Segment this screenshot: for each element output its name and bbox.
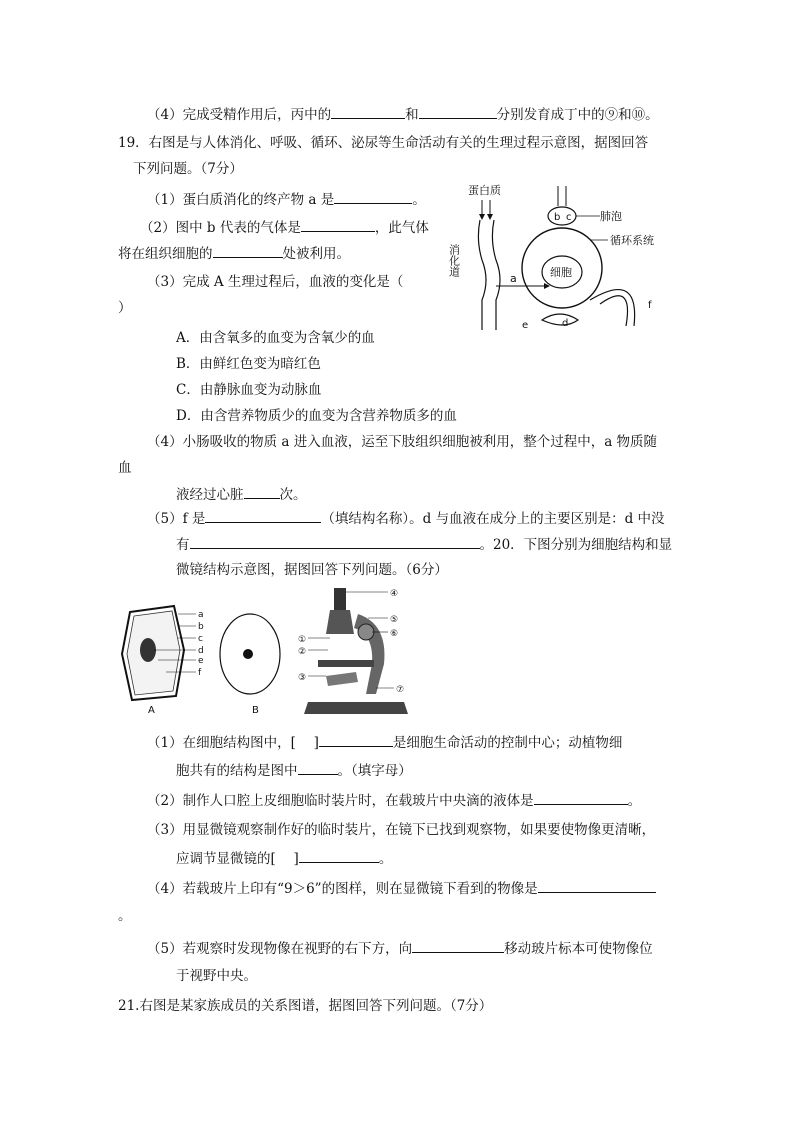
- q20-part1: [147, 732, 622, 753]
- q19-part4-line2: 血: [118, 460, 132, 476]
- q19-p5-text: 有: [176, 537, 190, 553]
- label-alveolus: 肺泡: [600, 210, 622, 223]
- q19-part4-line1: （4）小肠吸收的物质 a 进入血液，运至下肢组织细胞被利用，整个过程中，a 物质随: [147, 434, 658, 450]
- label-protein: 蛋白质: [468, 184, 501, 197]
- label-e: e: [522, 320, 529, 331]
- q20-part4: [147, 878, 656, 899]
- answer-blank[interactable]: [534, 790, 628, 805]
- q20-part5-line2: 于视野中央。: [176, 968, 257, 984]
- answer-blank[interactable]: [334, 189, 412, 204]
- q21-stem: 21.右图是某家族成员的关系图谱，据图回答下列问题。（7分）: [118, 998, 493, 1014]
- q20-p1-text: 是细胞生命活动的控制中心；动植物细: [392, 735, 623, 751]
- q20-stem: 微镜结构示意图，据图回答下列问题。（6分）: [176, 562, 448, 578]
- q19-stem-line2: 下列问题。（7分）: [133, 161, 243, 177]
- q19-p2-text: （2）图中 b 代表的气体是: [140, 220, 301, 236]
- label-f: f: [198, 668, 202, 678]
- answer-blank[interactable]: [190, 534, 480, 549]
- q19-part2-line2: [118, 243, 350, 264]
- q19-p2-text: 将在组织细胞的: [118, 246, 213, 262]
- q20-p3-text: 应调节显微镜的[ ]: [176, 851, 299, 867]
- label-b: b: [198, 622, 204, 632]
- answer-blank[interactable]: [538, 878, 656, 893]
- label-a: a: [198, 610, 204, 620]
- label-f: f: [648, 300, 652, 311]
- label-circulation: 循环系统: [610, 234, 654, 247]
- physiology-diagram: [447, 180, 670, 331]
- q19-option-a[interactable]: A．由含氧多的血变为含氧少的血: [176, 330, 375, 346]
- q19-p4-text: 次。: [279, 487, 307, 503]
- cell-structure-diagram: [118, 600, 288, 718]
- q19-option-d[interactable]: D．由含营养物质少的血变为含营养物质多的血: [176, 408, 457, 424]
- answer-blank[interactable]: [319, 732, 393, 747]
- label-b: b: [554, 212, 561, 223]
- label-base: ⑦: [396, 685, 405, 695]
- q19-p5-text: （填结构名称）。d 与血液在成分上的主要区别是：d 中没: [321, 511, 665, 527]
- label-objective: ②: [298, 647, 307, 657]
- answer-blank[interactable]: [205, 508, 321, 523]
- q19-option-c[interactable]: C．由静脉血变为动脉血: [176, 382, 322, 398]
- microscope-diagram: [296, 584, 422, 718]
- q20-p1-text: （1）在细胞结构图中，[ ]: [147, 735, 319, 751]
- q20-part3-line2: [176, 848, 392, 869]
- label-cell: 细胞: [550, 266, 572, 279]
- q20-part5: [147, 938, 653, 959]
- q20-p4-text: （4）若载玻片上印有“9＞6”的图样，则在显微镜下看到的物像是: [147, 881, 538, 897]
- q19-part5-line2: [176, 534, 672, 555]
- answer-blank[interactable]: [213, 243, 283, 258]
- q19-option-b[interactable]: B．由鲜红色变为暗红色: [176, 356, 321, 372]
- q19-part3-line1: （3）完成 A 生理过程后，血液的变化是（: [147, 274, 404, 290]
- q20-part1-line2: [176, 760, 412, 781]
- q20-p1-text: 胞共有的结构是图中: [176, 763, 298, 779]
- q20-p2-text: （2）制作人口腔上皮细胞临时装片时，在载玻片中央滴的液体是: [147, 793, 534, 809]
- q19-part1: [147, 189, 426, 210]
- q19-p5-text: 。20．下图分别为细胞结构和显: [479, 537, 673, 553]
- answer-blank[interactable]: [412, 938, 504, 953]
- label-c: c: [198, 634, 203, 644]
- label-eyepiece: ④: [390, 589, 399, 599]
- answer-blank[interactable]: [301, 217, 375, 232]
- label-mirror: ③: [298, 673, 307, 683]
- answer-blank[interactable]: [299, 848, 379, 863]
- q18-p4-text: 和: [405, 107, 419, 123]
- label-d: d: [198, 646, 204, 656]
- svg-text:消化道: 消化道: [447, 244, 461, 277]
- q19-p2-text: 处被利用。: [282, 246, 350, 262]
- answer-blank[interactable]: [331, 104, 405, 119]
- q19-part5: [147, 508, 665, 529]
- answer-blank[interactable]: [419, 104, 497, 119]
- q19-stem-line1: 19．右图是与人体消化、呼吸、循环、泌尿等生命活动有关的生理过程示意图，据图回答: [118, 135, 649, 151]
- label-c: c: [566, 212, 572, 223]
- label-e: e: [198, 656, 204, 666]
- q19-p4-text: 液经过心脏: [176, 487, 244, 503]
- answer-blank[interactable]: [298, 760, 338, 775]
- q19-p2-text: ，此气体: [374, 220, 429, 236]
- q20-p1-text: 。（填字母）: [337, 763, 412, 779]
- q20-p5-text: （5）若观察时发现物像在视野的右下方，向: [147, 941, 413, 957]
- q20-part2: [147, 790, 641, 811]
- q20-p3-text: 。: [378, 851, 393, 867]
- label-tract: [448, 243, 461, 277]
- q19-p1-text: 。: [412, 192, 426, 208]
- label-a: a: [510, 272, 517, 285]
- q20-part4-line2: 。: [118, 908, 132, 924]
- q19-p1-text: （1）蛋白质消化的终产物 a 是: [147, 192, 335, 208]
- q19-part4-line3: [176, 484, 307, 505]
- label-cell-b: B: [252, 705, 259, 716]
- q20-part3-line1: （3）用显微镜观察制作好的临时装片，在镜下已找到观察物，如果要使物像更清晰，: [147, 822, 656, 838]
- q18-part4: [147, 104, 659, 125]
- q19-p5-text: （5）f 是: [147, 511, 206, 527]
- label-cell-a: A: [148, 705, 155, 716]
- q19-part2: [140, 217, 429, 238]
- q18-p4-text: 分别发育成丁中的⑨和⑩。: [496, 107, 659, 123]
- label-d: d: [562, 318, 569, 329]
- label-coarse-adjust: ⑤: [390, 615, 399, 625]
- q19-part3-line2: ）: [118, 300, 132, 316]
- q20-p2-text: 。: [627, 793, 642, 809]
- q20-p5-text: 移动玻片标本可使物像位: [504, 941, 653, 957]
- answer-blank[interactable]: [244, 484, 280, 499]
- label-fine-adjust: ⑥: [390, 629, 399, 639]
- label-converter: ①: [298, 635, 307, 645]
- q18-p4-text: （4）完成受精作用后，丙中的: [147, 107, 332, 123]
